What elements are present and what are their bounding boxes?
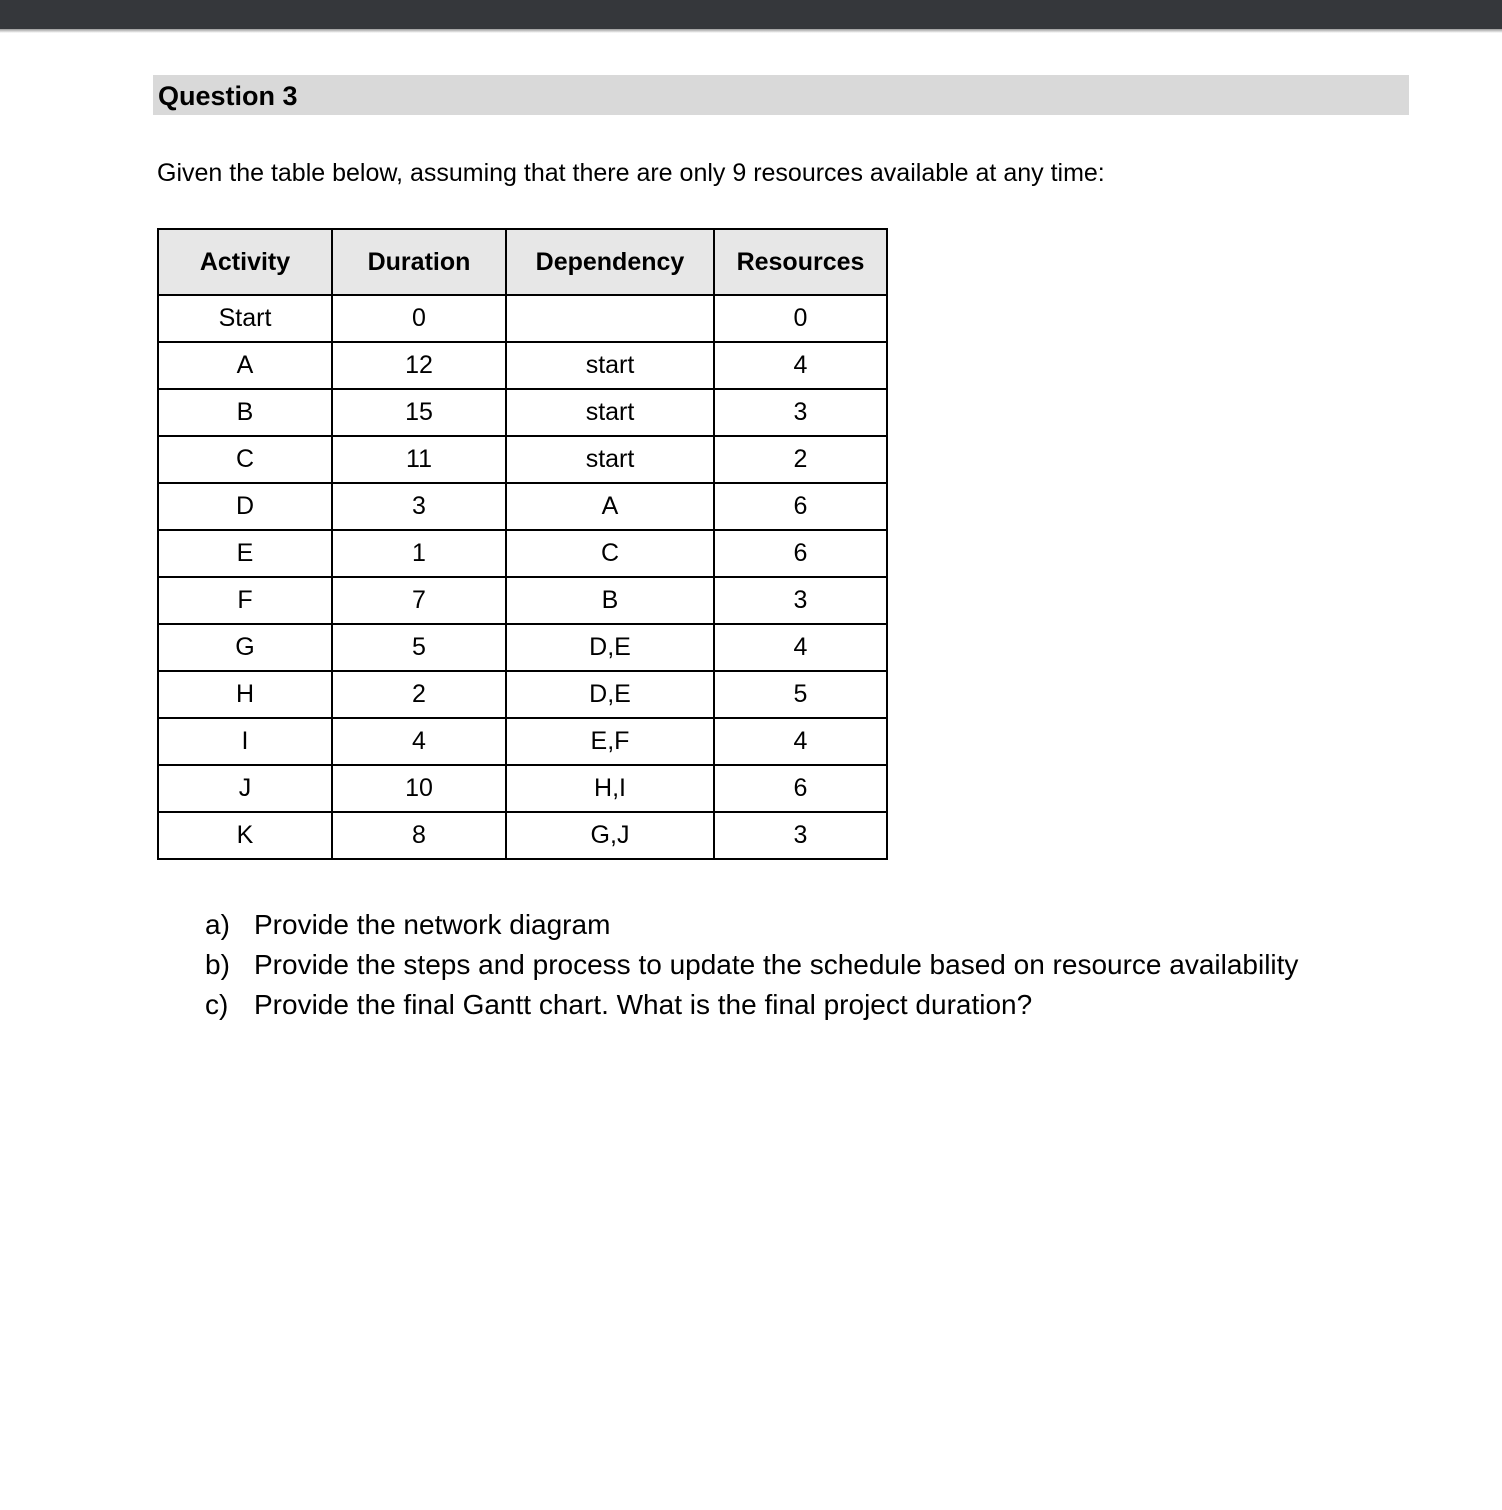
table-row [158, 389, 887, 436]
header-dependency: Dependency [506, 229, 714, 295]
cell-dependency: E,F [506, 718, 714, 765]
cell-duration: 5 [332, 624, 506, 671]
cell-activity: A [158, 342, 332, 389]
cell-resources: 3 [714, 577, 887, 624]
cell-duration: 2 [332, 671, 506, 718]
cell-activity: B [158, 389, 332, 436]
cell-resources: 3 [714, 389, 887, 436]
table-row [158, 295, 887, 342]
cell-dependency: C [506, 530, 714, 577]
task-item [205, 945, 1298, 985]
cell-resources: 4 [714, 718, 887, 765]
cell-dependency: H,I [506, 765, 714, 812]
cell-duration: 10 [332, 765, 506, 812]
task-item [205, 985, 1298, 1025]
cell-activity: K [158, 812, 332, 859]
cell-activity: F [158, 577, 332, 624]
table-row [158, 342, 887, 389]
cell-activity: I [158, 718, 332, 765]
cell-activity: H [158, 671, 332, 718]
table-header-row [158, 229, 887, 295]
cell-dependency: D,E [506, 671, 714, 718]
cell-dependency: start [506, 342, 714, 389]
toolbar-shadow [0, 29, 1502, 33]
cell-duration: 4 [332, 718, 506, 765]
cell-duration: 0 [332, 295, 506, 342]
cell-resources: 0 [714, 295, 887, 342]
cell-resources: 4 [714, 624, 887, 671]
cell-duration: 3 [332, 483, 506, 530]
top-toolbar [0, 0, 1502, 29]
task-text: Provide the network diagram [254, 909, 611, 940]
cell-resources: 6 [714, 483, 887, 530]
cell-duration: 1 [332, 530, 506, 577]
cell-activity: Start [158, 295, 332, 342]
cell-activity: E [158, 530, 332, 577]
table-row [158, 436, 887, 483]
cell-resources: 2 [714, 436, 887, 483]
cell-dependency: D,E [506, 624, 714, 671]
cell-activity: G [158, 624, 332, 671]
header-activity: Activity [158, 229, 332, 295]
table-row [158, 530, 887, 577]
cell-dependency: G,J [506, 812, 714, 859]
cell-dependency: B [506, 577, 714, 624]
cell-duration: 7 [332, 577, 506, 624]
intro-text: Given the table below, assuming that there are only 9 resources available at any time: [157, 159, 1105, 187]
activity-table [157, 228, 888, 860]
table-row [158, 671, 887, 718]
header-duration: Duration [332, 229, 506, 295]
task-letter: a) [205, 909, 230, 940]
task-text: Provide the steps and process to update the schedule based on resource availability [254, 949, 1299, 980]
table-row [158, 577, 887, 624]
header-resources: Resources [714, 229, 887, 295]
cell-resources: 5 [714, 671, 887, 718]
table-row [158, 812, 887, 859]
cell-resources: 6 [714, 530, 887, 577]
table-row [158, 718, 887, 765]
task-list [205, 905, 1298, 1025]
cell-activity: D [158, 483, 332, 530]
task-letter: c) [205, 989, 229, 1020]
task-letter: b) [205, 949, 230, 980]
cell-duration: 8 [332, 812, 506, 859]
cell-duration: 12 [332, 342, 506, 389]
cell-dependency [506, 295, 714, 342]
question-heading: Question 3 [153, 75, 1409, 115]
cell-duration: 11 [332, 436, 506, 483]
table-row [158, 483, 887, 530]
task-item [205, 905, 1298, 945]
cell-activity: J [158, 765, 332, 812]
cell-dependency: start [506, 436, 714, 483]
cell-resources: 4 [714, 342, 887, 389]
cell-resources: 6 [714, 765, 887, 812]
cell-resources: 3 [714, 812, 887, 859]
cell-dependency: A [506, 483, 714, 530]
table-row [158, 624, 887, 671]
task-text: Provide the final Gantt chart. What is the final project duration? [254, 989, 1033, 1020]
cell-dependency: start [506, 389, 714, 436]
cell-activity: C [158, 436, 332, 483]
cell-duration: 15 [332, 389, 506, 436]
table-row [158, 765, 887, 812]
